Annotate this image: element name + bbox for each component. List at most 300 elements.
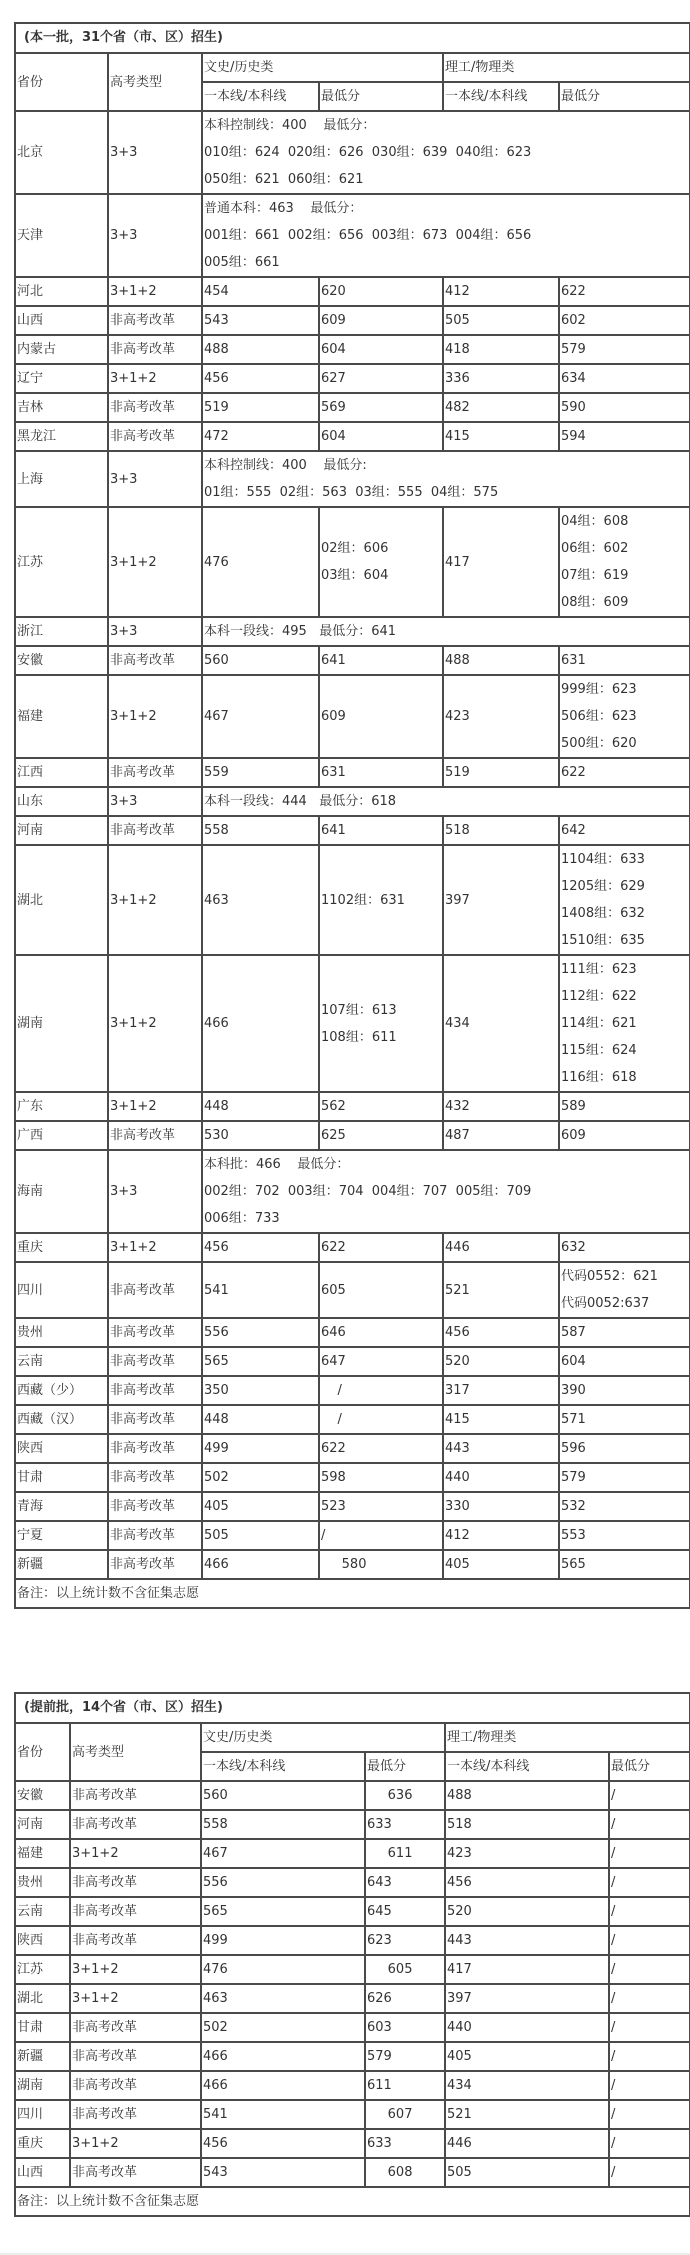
exam-type-cell: 3+3 (108, 787, 202, 816)
ligong-min-cell (559, 1262, 690, 1318)
ligong-line-cell (445, 2158, 609, 2187)
score-line: 562 (321, 1099, 346, 1114)
province-cell: 广西 (15, 1121, 108, 1150)
wenshi-line-cell (202, 422, 319, 451)
wenshi-line-cell (202, 1550, 319, 1579)
exam-type-cell: 非高考改革 (108, 335, 202, 364)
ligong-line-cell (443, 1121, 559, 1150)
ligong-min-cell (559, 306, 690, 335)
score-line: 622 (561, 765, 586, 780)
ligong-line-cell (443, 816, 559, 845)
score-line: 446 (445, 1240, 470, 1255)
exam-type-cell: 3+3 (108, 1150, 202, 1233)
province-cell: 重庆 (15, 2129, 70, 2158)
wenshi-line-cell (202, 1262, 319, 1318)
wenshi-line-cell (202, 306, 319, 335)
ligong-line-cell (443, 277, 559, 306)
ligong-line-cell (443, 1347, 559, 1376)
wenshi-min-cell (319, 1463, 443, 1492)
header-wenshi-line: 一本线/本科线 (201, 1752, 365, 1781)
exam-type-cell: 非高考改革 (108, 1347, 202, 1376)
ligong-line-cell (445, 1810, 609, 1839)
exam-type-cell: 非高考改革 (70, 1926, 201, 1955)
province-cell: 北京 (15, 111, 108, 194)
province-cell: 新疆 (15, 2042, 70, 2071)
exam-type-cell: 3+1+2 (70, 1955, 201, 1984)
score-line: 519 (204, 400, 229, 415)
exam-type-cell: 非高考改革 (70, 2071, 201, 2100)
score-line: 520 (445, 1354, 470, 1369)
merged-score-cell (202, 617, 690, 646)
exam-type-cell: 非高考改革 (108, 306, 202, 335)
province-cell: 天津 (15, 194, 108, 277)
ligong-min-cell (559, 1092, 690, 1121)
score-line: 03组：604 (321, 568, 389, 583)
exam-type-cell: 3+1+2 (108, 1233, 202, 1262)
wenshi-line-cell (202, 1463, 319, 1492)
province-cell: 浙江 (15, 617, 108, 646)
score-line: 本科批：466 最低分： (204, 1157, 350, 1172)
score-line: / (611, 2020, 616, 2035)
score-line: 440 (445, 1470, 470, 1485)
ligong-min-cell (559, 1550, 690, 1579)
wenshi-min-cell (319, 816, 443, 845)
province-cell: 福建 (15, 1839, 70, 1868)
score-line: 631 (561, 653, 586, 668)
score-line: 622 (321, 1240, 346, 1255)
exam-type-cell: 非高考改革 (108, 422, 202, 451)
wenshi-min-cell (365, 2071, 445, 2100)
ligong-min-cell (609, 1926, 690, 1955)
score-line: 580 (321, 1557, 367, 1572)
province-cell: 江苏 (15, 507, 108, 617)
province-cell: 辽宁 (15, 364, 108, 393)
header-exam-type: 高考类型 (70, 1723, 201, 1781)
score-line: 412 (445, 1528, 470, 1543)
province-cell: 黑龙江 (15, 422, 108, 451)
wenshi-min-cell (319, 1262, 443, 1318)
score-line: / (321, 1412, 342, 1427)
score-line: 521 (447, 2107, 472, 2122)
score-line: 418 (445, 342, 470, 357)
wenshi-min-cell (365, 1839, 445, 1868)
score-line: 999组：623 (561, 682, 637, 697)
score-line: / (611, 2136, 616, 2151)
table-row (15, 1810, 690, 1839)
table-row (15, 306, 690, 335)
wenshi-line-cell (201, 2129, 365, 2158)
score-line: 397 (445, 892, 470, 908)
province-cell: 安徽 (15, 1781, 70, 1810)
wenshi-line-cell (202, 955, 319, 1092)
score-line: 456 (204, 371, 229, 386)
ligong-line-cell (445, 1926, 609, 1955)
wenshi-min-cell (365, 2158, 445, 2187)
score-line: 代码0052:637 (561, 1296, 650, 1311)
province-cell: 山东 (15, 787, 108, 816)
score-line: 579 (561, 342, 586, 357)
wenshi-line-cell (201, 1926, 365, 1955)
table-row (15, 1347, 690, 1376)
score-line: 622 (321, 1441, 346, 1456)
table-row (15, 1868, 690, 1897)
score-line: 050组：621 060组：621 (204, 172, 364, 187)
score-line: 518 (447, 1817, 472, 1832)
wenshi-min-cell (319, 393, 443, 422)
score-line: 543 (204, 313, 229, 328)
score-line: 111组：623 (561, 962, 637, 977)
score-line: 456 (204, 1240, 229, 1255)
score-line: 607 (367, 2107, 413, 2122)
province-cell: 湖北 (15, 845, 108, 955)
table-row (15, 1318, 690, 1347)
score-line: 602 (561, 313, 586, 328)
table-note: 备注：以上统计数不含征集志愿 (15, 2187, 690, 2216)
score-line: / (611, 1962, 616, 1977)
score-line: 336 (445, 371, 470, 386)
score-line: 641 (321, 653, 346, 668)
score-line: 598 (321, 1470, 346, 1485)
ligong-line-cell (443, 393, 559, 422)
exam-type-cell: 非高考改革 (108, 646, 202, 675)
score-line: / (611, 2078, 616, 2093)
merged-score-cell (202, 1150, 690, 1233)
exam-type-cell: 非高考改革 (70, 2042, 201, 2071)
score-line: 646 (321, 1325, 346, 1340)
score-line: 002组：702 003组：704 004组：707 005组：709 (204, 1184, 532, 1199)
score-line: 625 (321, 1128, 346, 1143)
score-line: 587 (561, 1325, 586, 1340)
wenshi-min-cell (319, 422, 443, 451)
ligong-line-cell (443, 675, 559, 758)
ligong-min-cell (609, 2013, 690, 2042)
ligong-min-cell (559, 393, 690, 422)
ligong-min-cell (609, 2071, 690, 2100)
ligong-min-cell (609, 2042, 690, 2071)
score-line: 423 (447, 1846, 472, 1861)
exam-type-cell: 非高考改革 (70, 2013, 201, 2042)
wenshi-min-cell (365, 1926, 445, 1955)
table-row (15, 335, 690, 364)
score-line: 590 (561, 400, 586, 415)
header-ligong-line: 一本线/本科线 (443, 82, 559, 111)
score-line: 632 (561, 1240, 586, 1255)
header-exam-type: 高考类型 (108, 53, 202, 111)
table-body (15, 111, 690, 1579)
score-line: 434 (447, 2078, 472, 2093)
ligong-min-cell (559, 1521, 690, 1550)
ligong-line-cell (443, 364, 559, 393)
table-row (15, 2129, 690, 2158)
score-line: 01组：555 02组：563 03组：555 04组：575 (204, 485, 499, 500)
table-row (15, 1521, 690, 1550)
table-row (15, 1781, 690, 1810)
wenshi-min-cell (319, 1092, 443, 1121)
table-row (15, 1092, 690, 1121)
score-line: 456 (445, 1325, 470, 1340)
table-row (15, 845, 690, 955)
province-cell: 广东 (15, 1092, 108, 1121)
ligong-line-cell (443, 1376, 559, 1405)
exam-type-cell: 非高考改革 (108, 1434, 202, 1463)
wenshi-min-cell (319, 1521, 443, 1550)
score-line: 115组：624 (561, 1043, 637, 1058)
score-line: 463 (204, 892, 229, 908)
wenshi-min-cell (319, 1121, 443, 1150)
ligong-line-cell (443, 335, 559, 364)
wenshi-min-cell (319, 845, 443, 955)
ligong-min-cell (559, 758, 690, 787)
wenshi-line-cell (202, 364, 319, 393)
score-line: 627 (321, 371, 346, 386)
wenshi-min-cell (319, 335, 443, 364)
wenshi-line-cell (201, 1897, 365, 1926)
wenshi-line-cell (202, 335, 319, 364)
wenshi-line-cell (202, 393, 319, 422)
score-line: 643 (367, 1875, 392, 1890)
wenshi-min-cell (319, 1376, 443, 1405)
province-cell: 内蒙古 (15, 335, 108, 364)
province-cell: 四川 (15, 1262, 108, 1318)
ligong-line-cell (443, 1492, 559, 1521)
table-row (15, 1492, 690, 1521)
score-line: / (611, 2107, 616, 2122)
score-line: 476 (204, 554, 229, 570)
ligong-min-cell (559, 507, 690, 617)
score-line: 405 (204, 1499, 229, 1514)
first-batch-score-table (14, 22, 690, 1609)
score-line: 06组：602 (561, 541, 629, 556)
province-cell: 云南 (15, 1347, 108, 1376)
merged-score-cell (202, 787, 690, 816)
score-line: 467 (204, 709, 229, 724)
score-line: / (611, 1846, 616, 1861)
score-line: 532 (561, 1499, 586, 1514)
ligong-line-cell (445, 1781, 609, 1810)
exam-type-cell: 3+3 (108, 194, 202, 277)
province-cell: 湖南 (15, 2071, 70, 2100)
score-line: 553 (561, 1528, 586, 1543)
header-ligong-min: 最低分 (609, 1752, 690, 1781)
exam-type-cell: 3+1+2 (108, 507, 202, 617)
exam-type-cell: 非高考改革 (70, 1897, 201, 1926)
score-line: 04组：608 (561, 514, 629, 529)
ligong-min-cell (609, 1984, 690, 2013)
ligong-min-cell (559, 335, 690, 364)
wenshi-line-cell (202, 1233, 319, 1262)
ligong-line-cell (443, 1550, 559, 1579)
ligong-min-cell (559, 1434, 690, 1463)
wenshi-min-cell (319, 364, 443, 393)
exam-type-cell: 3+1+2 (108, 675, 202, 758)
score-line: 456 (203, 2136, 228, 2151)
exam-type-cell: 3+1+2 (70, 1984, 201, 2013)
score-line: 390 (561, 1383, 586, 1398)
ligong-line-cell (443, 1434, 559, 1463)
wenshi-line-cell (202, 1347, 319, 1376)
score-line: 499 (204, 1441, 229, 1456)
wenshi-line-cell (202, 675, 319, 758)
score-line: 443 (447, 1933, 472, 1948)
score-line: 467 (203, 1846, 228, 1861)
score-line: 609 (321, 313, 346, 328)
score-line: / (611, 1875, 616, 1890)
score-line: 443 (445, 1441, 470, 1456)
wenshi-line-cell (201, 2158, 365, 2187)
province-cell: 河南 (15, 1810, 70, 1839)
wenshi-line-cell (202, 758, 319, 787)
header-ligong-group: 理工/物理类 (445, 1723, 690, 1752)
score-line: 560 (203, 1788, 228, 1803)
score-line: 565 (203, 1904, 228, 1919)
ligong-min-cell (559, 845, 690, 955)
wenshi-min-cell (365, 2129, 445, 2158)
score-line: 006组：733 (204, 1211, 280, 1226)
province-cell: 海南 (15, 1150, 108, 1233)
table-row (15, 1897, 690, 1926)
score-line: 440 (447, 2020, 472, 2035)
ligong-min-cell (609, 1955, 690, 1984)
exam-type-cell: 非高考改革 (108, 1492, 202, 1521)
score-line: / (611, 2165, 616, 2180)
score-line: 487 (445, 1128, 470, 1143)
score-line: 499 (203, 1933, 228, 1948)
province-cell: 西藏（汉） (15, 1405, 108, 1434)
score-line: / (611, 1991, 616, 2006)
exam-type-cell: 非高考改革 (70, 1781, 201, 1810)
wenshi-min-cell (365, 1868, 445, 1897)
table-row (15, 422, 690, 451)
table-row (15, 1262, 690, 1318)
ligong-min-cell (609, 2100, 690, 2129)
table-row (15, 1463, 690, 1492)
score-line: 456 (447, 1875, 472, 1890)
province-cell: 新疆 (15, 1550, 108, 1579)
score-line: 代码0552：621 (561, 1269, 658, 1284)
table-row (15, 393, 690, 422)
ligong-min-cell (609, 1868, 690, 1897)
ligong-min-cell (559, 1347, 690, 1376)
score-line: 556 (203, 1875, 228, 1890)
exam-type-cell: 3+1+2 (108, 955, 202, 1092)
score-line: 476 (203, 1962, 228, 1977)
header-wenshi-group: 文史/历史类 (202, 53, 443, 82)
score-line: 116组：618 (561, 1070, 637, 1085)
score-line: 519 (445, 765, 470, 780)
wenshi-min-cell (319, 1492, 443, 1521)
province-cell: 江苏 (15, 1955, 70, 1984)
score-line: 620 (321, 284, 346, 299)
score-line: / (611, 1788, 616, 1803)
table-title: (提前批，14个省（市、区）招生) (15, 1693, 690, 1723)
score-line: 647 (321, 1354, 346, 1369)
score-line: 010组：624 020组：626 030组：639 040组：623 (204, 145, 532, 160)
wenshi-min-cell (319, 306, 443, 335)
exam-type-cell: 非高考改革 (108, 758, 202, 787)
score-line: 本科一段线：444 最低分：618 (204, 794, 397, 809)
wenshi-min-cell (319, 507, 443, 617)
score-line: / (611, 1817, 616, 1832)
table-row (15, 111, 690, 194)
score-line: 502 (204, 1470, 229, 1485)
wenshi-min-cell (319, 1347, 443, 1376)
score-line: 523 (321, 1499, 346, 1514)
wenshi-min-cell (319, 1405, 443, 1434)
ligong-min-cell (559, 1492, 690, 1521)
province-cell: 河南 (15, 816, 108, 845)
score-line: 466 (204, 1557, 229, 1572)
wenshi-line-cell (202, 816, 319, 845)
score-line: 114组：621 (561, 1016, 637, 1031)
province-cell: 安徽 (15, 646, 108, 675)
score-line: 500组：620 (561, 736, 637, 751)
exam-type-cell: 非高考改革 (108, 816, 202, 845)
score-line: 本科一段线：495 最低分：641 (204, 624, 397, 639)
score-line: 604 (321, 342, 346, 357)
score-line: 432 (445, 1099, 470, 1114)
exam-type-cell: 3+1+2 (108, 364, 202, 393)
header-ligong-group: 理工/物理类 (443, 53, 690, 82)
score-line: 596 (561, 1441, 586, 1456)
province-cell: 湖北 (15, 1984, 70, 2013)
score-line: 594 (561, 429, 586, 444)
merged-score-cell (202, 111, 690, 194)
province-cell: 江西 (15, 758, 108, 787)
wenshi-line-cell (201, 1955, 365, 1984)
score-line: 611 (367, 2078, 392, 2093)
province-cell: 吉林 (15, 393, 108, 422)
ligong-min-cell (559, 1318, 690, 1347)
score-line: 603 (367, 2020, 392, 2035)
score-line: 415 (445, 429, 470, 444)
score-line: 605 (367, 1962, 413, 1977)
score-line: 611 (367, 1846, 413, 1861)
wenshi-min-cell (319, 1318, 443, 1347)
score-line: 608 (367, 2165, 413, 2180)
ligong-min-cell (559, 1121, 690, 1150)
exam-type-cell: 3+1+2 (108, 277, 202, 306)
score-line: 642 (561, 823, 586, 838)
table-title: (本一批，31个省（市、区）招生) (15, 23, 690, 53)
wenshi-line-cell (201, 1984, 365, 2013)
table-row (15, 1233, 690, 1262)
wenshi-line-cell (202, 1521, 319, 1550)
table-row (15, 507, 690, 617)
table-row (15, 787, 690, 816)
table-row (15, 2158, 690, 2187)
wenshi-line-cell (202, 1405, 319, 1434)
table-row (15, 675, 690, 758)
score-line: 07组：619 (561, 568, 629, 583)
exam-type-cell: 非高考改革 (108, 1376, 202, 1405)
score-line: 634 (561, 371, 586, 386)
ligong-line-cell (443, 955, 559, 1092)
ligong-line-cell (445, 1839, 609, 1868)
score-line: 541 (203, 2107, 228, 2122)
score-line: 412 (445, 284, 470, 299)
province-cell: 山西 (15, 2158, 70, 2187)
wenshi-min-cell (319, 1550, 443, 1579)
header-province: 省份 (15, 53, 108, 111)
wenshi-min-cell (319, 1233, 443, 1262)
score-line: 604 (321, 429, 346, 444)
score-line: 633 (367, 2136, 392, 2151)
table-row (15, 2071, 690, 2100)
ligong-min-cell (559, 1463, 690, 1492)
ligong-line-cell (445, 1955, 609, 1984)
exam-type-cell: 非高考改革 (108, 1405, 202, 1434)
score-line: / (321, 1383, 342, 1398)
